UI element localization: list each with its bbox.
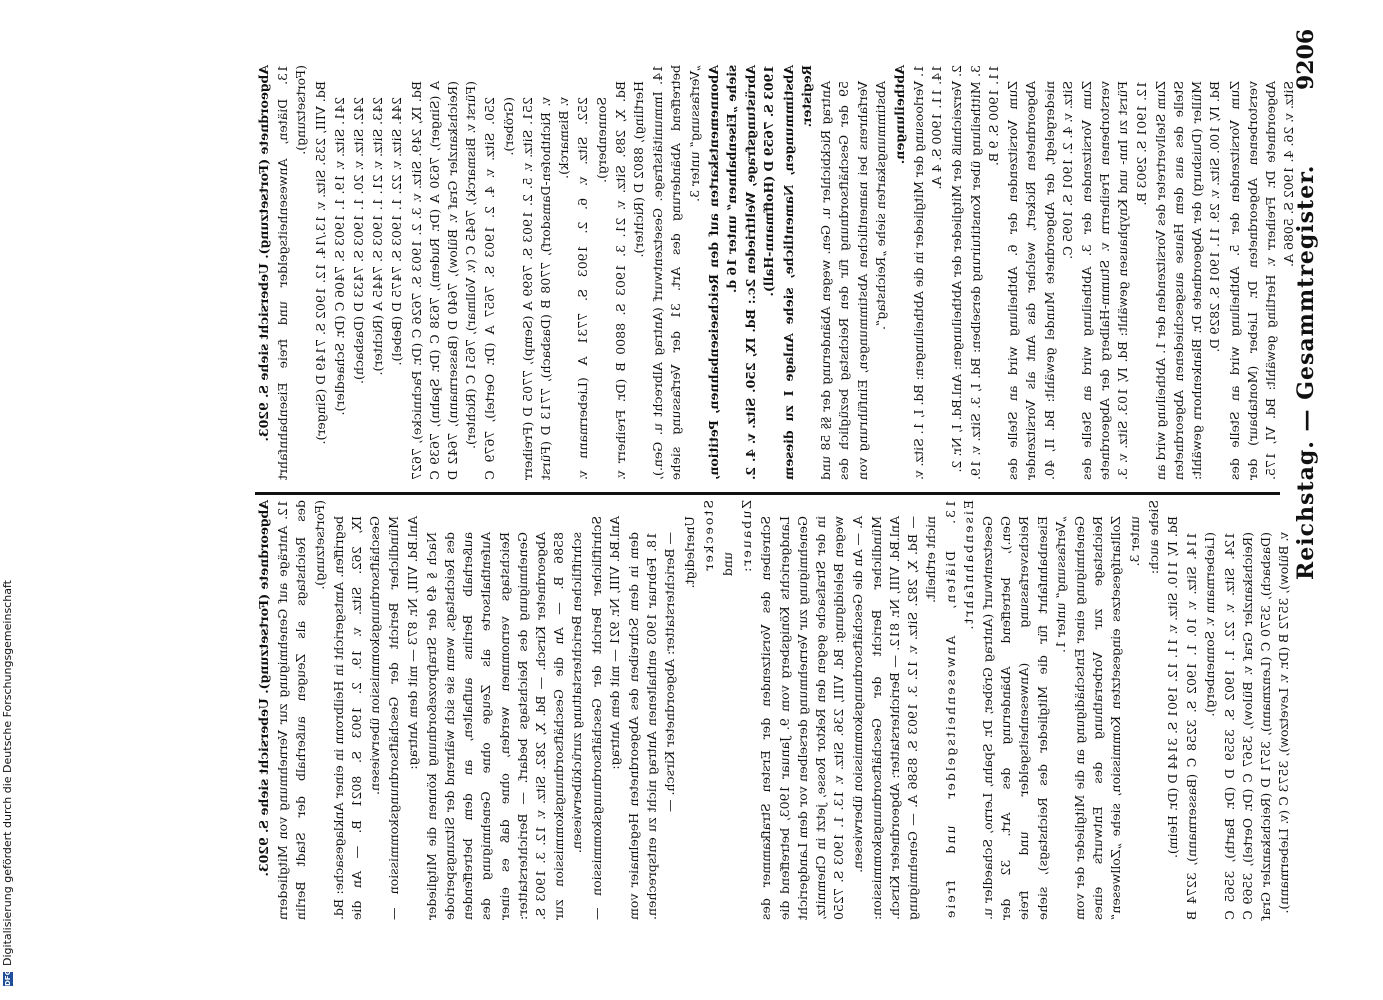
register-entry: Mündlicher Bericht der Geschäftsordnungskommission — Anl.Bd. VIII, Nr. 873 — mit dem Antrag:	[386, 516, 420, 920]
register-entry: 13. Diäten, Anwesenheitsgelder und freie Eisenbahnfahrt (Fortsetzung).	[275, 65, 309, 480]
register-entry: 252. Sitz. v. 6. 2. 1903 S. 7731 A (Liebermann v. Sonnenberg).	[575, 97, 609, 480]
register-entry: Mündlicher Bericht der Geschäftsordnungskommission: Anl.Bd. VIII, Nr. 812. — Berichterstatter: Abgeordneter Kirsch. — Bd. X, 282. Sitz. v. 12. 3. 1903 S. 8586 A. — Genehmigung nicht ertheilt.	[868, 516, 939, 920]
page-number: 9206	[1293, 28, 1319, 90]
register-entry: 2. Verzeichniß der Mitglieder der Abtheilungen: Anl.Bd. I, Nr. 2.	[948, 65, 964, 473]
register-entry: Stoecker	[700, 500, 716, 573]
register-entry: 244. Sitz. v. 22. 1. 1903 S. 7475 D (Bebel).	[389, 97, 405, 366]
register-entry: 241. Sitz. v. 19. 1. 1903 S. 7406 C (Dr. Schaedler).	[331, 97, 347, 416]
register-entry: Antrag Rickbichler u. Gen. wegen Abänderung der §§ 58 und 59 der Geschäftsordnung für den Reichstag bezüglich des Verfahrens bei namentlichen Abstimmungen, Einführung von Abstimmungskarten siehe „Reichstag“.	[818, 81, 888, 480]
register-entry: Abstimmungen, Namentliche, siehe Anlage I zu diesem Register.	[780, 65, 814, 480]
register-entry: Gesetzentwurf (Antrag Gröber, Dr. Spahn, Lerno, Schaedler u. Gen.), betreffend Abänderung des Art. 32 der Reichsverfassung (Anwesenheitsgelder und freie Eisenbahnfahrt für die Mitglieder des Reichstags), siehe „Verfassung“ unter 1.	[979, 516, 1068, 920]
register-entry: Genehmigung einer Entschädigung an die Mitglieder der vom Reichstage zur Vorberathung des Entwurfs eines Zolltarifgesetzes eingesetzten Kommission, siehe „Zollwesen“ unter 3.	[1071, 516, 1142, 920]
register-entry: 124. Sitz. v. 22. 1. 1902 S. 3559 D (Dr. Barth), 3565 C (Reichskanzler Graf v. Bülow), 3567 C (Dr. Oertel), 3569 C (Dasbach), 3570 C (Lenzmann), 3571 D (Reichskanzler Graf v. Bülow), 3572 B (Dr. v. Levetzow), 3573 C (v. Liebermann).	[1221, 532, 1292, 920]
register-entry: 243. Sitz. v. 21. 1. 1903 S. 7445 A (Richter).	[370, 97, 386, 376]
register-entry: Siehe auch:	[1145, 500, 1161, 575]
register-entry: Schreiben des Vorsitzenden der Ersten Strafkammer des Landgerichts Königsberg vom 9. Januar 1903, betreffend die Genehmigung zur Vernehmung derselben vor dem Landgericht in der Strafsache gegen den Rektor Rosse, jetzt in Chemnitz, wegen Beleidigung: Bd. VIII, 236. Sitz. v. 13. 1. 1903 S. 7250 A. — An die Geschäftsordnungskommission überwiesen.	[758, 516, 865, 920]
register-entry: Zum Vorsitzenden der 5. Abtheilung wird an Stelle des verstorbenen Abgeordneten Dr. Lieber (Montabaur) der Abgeordnete Dr. Freiherr v. Hertling gewählt: Bd. VI, 175. Sitz. v. 26. 4. 1902 S. 5086 A.	[1226, 81, 1297, 480]
register-entry: 3. Mittheilung über Konstituirung derselben: Bd. I, 3. Sitz. v. 19. 11. 1900 S. 9 B.	[967, 65, 1001, 480]
digitization-footer	[0, 0, 16, 1000]
register-entry: 242. Sitz. v. 20. 1. 1903 S. 7433 D (Dasbach).	[351, 97, 367, 384]
register-entry: Nach § 49 der Strafprozeßordnung können die Mitglieder des Reichstags, wenn sie sich während der Sitzungsperiode außerhalb Berlins aufhalten, an dem betreffenden Aufenthaltsorte als Zeuge ohne Genehmigung des Reichstags vernommen werden, ohne daß es einer Genehmigung des Reichstags bedarf. — Berichterstatter: Abgeordneter Kirsch. — Bd. X, 282. Sitz. v. 12. 3. 1903 S. 8586 B. — An die Geschäftsordnungskommission zur schriftlichen Berichterstattung zurücküberwiesen.	[423, 532, 585, 920]
register-entry: 1. Verloosung der Mitglieder in die Abtheilungen: Bd. I, 1. Sitz. v. 14. 11. 1900 S. 4 A.	[911, 65, 945, 480]
running-header-title: Reichstag. — Gesammtregister.	[1293, 164, 1319, 580]
register-entry: Unerledigt.	[681, 516, 697, 589]
register-entry: begriffen. Amtsgericht in Heilbronn in einer Anklagesache: Bd. IX, 262. Sitz. v. 19. 2. 1903 S. 8021 B. — An die Geschäftsordnungskommission überwiesen.	[330, 516, 383, 920]
left-text-column	[255, 500, 1292, 920]
register-entry: 13. Diäten, Anwesenheitsgelder und freie Eisenbahnfahrt.	[942, 500, 976, 920]
register-entry: 251. Sitz. v. 5. 2. 1903 S. 7699 A (Semp), 7705 D (Freiherr v. Richthofen-Damsdorf), 7708 B (Dasbach), 7713 D (Fürst v. Bismarck).	[519, 97, 572, 480]
register-entry: Abonnementskarten auf den Reichseisenbahnen, Petition, siehe „Eisenbahnen“ unter 16 d.	[705, 65, 740, 480]
register-entry: Abtheilungen.	[891, 65, 907, 165]
register-entry: 114. Sitz. v. 10. 1. 1902 S. 3258 C (Bassermann), 3274 B (Liebermann v. Sonnenberg).	[1184, 532, 1218, 920]
register-entry: Abgeordnete (Fortsetzung). Uebersicht siehe S. 9203.	[256, 65, 271, 442]
register-entry: Zum Stellvertreter des Vorsitzenden der 1. Abtheilung wird an Stelle des aus dem Hause ausgeschiedenen Abgeordneten Müller (Duisburg) der Abgeordnete Dr. Blankenhorn gewählt: Bd. IV, 100. Sitz. v. 29. 11. 1901 S. 2829 D.	[1152, 81, 1223, 480]
register-entry: Bd. IV, 110. Sitz. v. 11. 12. 1901 S. 3144 D (Dr. Heim).	[1164, 516, 1180, 859]
register-entry: Zum Vorsitzenden der 6. Abtheilung wird an Stelle des Abgeordneten Rickert, welcher das Amt als Vorsitzender niedergelegt, der Abgeordnete Mundel gewählt: Bd. II, 40. Sitz. v. 4. 2. 1901 S. 1095 C.	[1005, 81, 1075, 480]
register-entry: und	[720, 552, 736, 577]
right-text-column	[255, 65, 1297, 480]
register-entry: 12. Anträge auf Genehmigung zur Vernehmung von Mitgliedern des Reichstags als Zeugen außerhalb der Stadt Berlin (Fortsetzung).	[275, 500, 327, 920]
register-entry: Bd. X, 289. Sitz. v. 21. 3. 1903 S. 8800 B (Dr. Freiherr v. Hertling), 8802 D (Richter).	[612, 81, 647, 480]
register-entry: Zubauer:	[739, 500, 755, 574]
dfg-logo: DFG	[4, 969, 12, 986]
register-entry: 14. Immunitätsfrage. Gesetzentwurf (Antrag Albrecht u. Gen.), betreffend Abänderung des Art. 31 der Verfassung siehe „Verfassung“ unter 3.	[650, 65, 702, 480]
register-entry: dem in dem Schreiben des Abgeordneten Hegelmaier vom 18. Februar 1903 enthaltenen Antrag nicht zu entsprechen. — Berichterstatter: Abgeordneter Kirsch. —	[626, 532, 678, 920]
register-entry: Schriftlicher Bericht der Geschäftsordnungskommission — Anl.Bd. VIII, Nr. 921 — mit dem Antrag:	[588, 516, 622, 920]
column-divider	[255, 492, 1280, 495]
register-entry: Bd. VIII, 235. Sitz. v. 13./14. 12. 1902 S. 7149 D (Singer).	[312, 81, 328, 445]
register-entry: Zum Vorsitzenden der 3. Abtheilung wird an Stelle des verstorbenen Freiherrn v. Stumm-Halberg der Abgeordnete Fürst zu Inn- und Knyphausen gewählt: Bd. IV, 103. Sitz. v. 3. 12. 1901 S. 2903 B.	[1078, 81, 1149, 480]
register-entry: 250. Sitz. v. 4. 2. 1903 S. 7657 A (Dr. Oertel), 7679 C (Gröber).	[482, 97, 516, 480]
register-entry: Abrüstungsfrage, Weltfrieden 2c.: Bd. IX, 250. Sitz. v. 4. 2. 1903 S. 7659 D (Hoffmann-Hall).	[743, 65, 777, 480]
register-entry: Abgeordnete (Fortsetzung). Uebersicht siehe S. 9203.	[256, 500, 271, 877]
register-entry: Bd. IX, 249. Sitz. v. 3. 2. 1903 S. 7626 C (Dr. Pachnicke), 7627 A (Singer), 7630 A (Dr. Rudem), 7638 C (Dr. Spahn), 7639 C (Reichskanzler Graf v. Bülow), 7640 D (Bassermann), 7642 D (Fürst v. Bismarck), 7645 C (v. Vollmar), 7651 C (Richter).	[408, 81, 479, 480]
footer-credit-text: Digitalisierung gefördert durch die Deutsche Forschungsgemeinschaft	[1, 580, 14, 966]
